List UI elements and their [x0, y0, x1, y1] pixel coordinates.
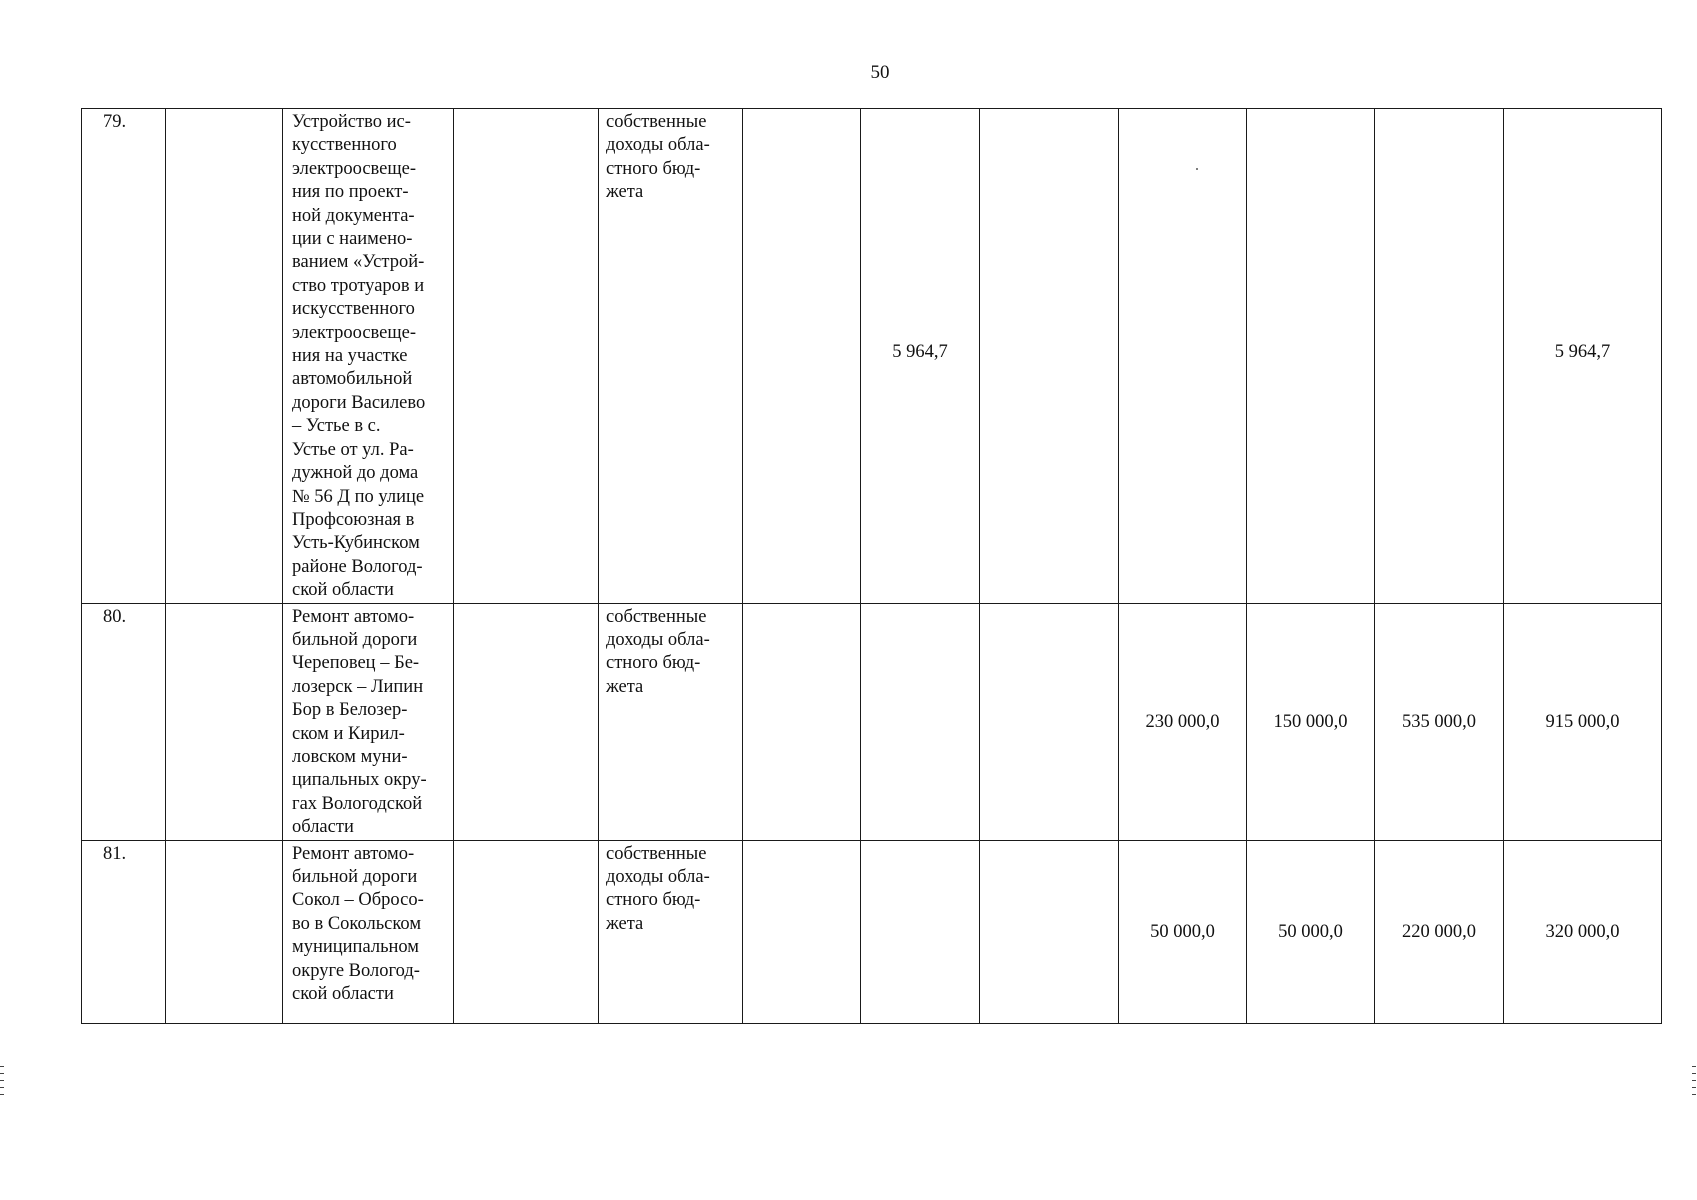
- amount-cell: 535 000,0: [1375, 603, 1504, 840]
- amount-cell: [1247, 109, 1375, 604]
- row-number: 81.: [82, 840, 166, 1023]
- scan-edge-marks-left: [0, 1066, 4, 1095]
- table-row: [82, 109, 1662, 604]
- page-number: 50: [870, 62, 890, 83]
- amount-cell: [1119, 109, 1247, 604]
- funding-source: собственные доходы обла- стного бюд- жета: [599, 603, 743, 840]
- amount-cell: 5 964,7: [861, 109, 980, 604]
- scan-speck: [1196, 168, 1198, 170]
- budget-table: [81, 108, 1662, 1024]
- table-row: [82, 840, 1662, 1023]
- empty-cell: [454, 109, 599, 604]
- amount-cell: [980, 109, 1119, 604]
- empty-cell: [743, 840, 861, 1023]
- empty-cell: [743, 603, 861, 840]
- table-row: [82, 603, 1662, 840]
- amount-cell: 150 000,0: [1247, 603, 1375, 840]
- total-cell: 915 000,0: [1504, 603, 1662, 840]
- object-name: Устройство ис- кусственного электроосвеще- ния по проект- ной документа- ции с наимено- ванием «Устрой- ство тротуаров и искусственного электроосвеще- ния на участке автомобильной дороги Василево – Устье в с. Устье от ул. Ра- дужной до дома № 56 Д по улице Профсоюзная в Усть-Кубинском районе Вологод- ской области: [283, 109, 454, 604]
- amount-cell: 50 000,0: [1119, 840, 1247, 1023]
- empty-cell: [454, 840, 599, 1023]
- funding-source: собственные доходы обла- стного бюд- жета: [599, 109, 743, 604]
- empty-cell: [454, 603, 599, 840]
- empty-cell: [743, 109, 861, 604]
- object-name: Ремонт автомо- бильной дороги Череповец – Бе- лозерск – Липин Бор в Белозер- ском и Кирил- ловском муни- ципальных окру- гах Вологодской области: [283, 603, 454, 840]
- total-cell: 5 964,7: [1504, 109, 1662, 604]
- amount-cell: 230 000,0: [1119, 603, 1247, 840]
- total-cell: 320 000,0: [1504, 840, 1662, 1023]
- row-number: 80.: [82, 603, 166, 840]
- object-name: Ремонт автомо- бильной дороги Сокол – Обросо- во в Сокольском муниципальном округе Вологод- ской области: [283, 840, 454, 1023]
- empty-cell: [166, 109, 283, 604]
- funding-source: собственные доходы обла- стного бюд- жета: [599, 840, 743, 1023]
- row-number: 79.: [82, 109, 166, 604]
- amount-cell: [861, 840, 980, 1023]
- amount-cell: [980, 840, 1119, 1023]
- amount-cell: [1375, 109, 1504, 604]
- amount-cell: 50 000,0: [1247, 840, 1375, 1023]
- empty-cell: [166, 603, 283, 840]
- scan-edge-marks-right: [1692, 1066, 1696, 1095]
- amount-cell: 220 000,0: [1375, 840, 1504, 1023]
- amount-cell: [861, 603, 980, 840]
- amount-cell: [980, 603, 1119, 840]
- empty-cell: [166, 840, 283, 1023]
